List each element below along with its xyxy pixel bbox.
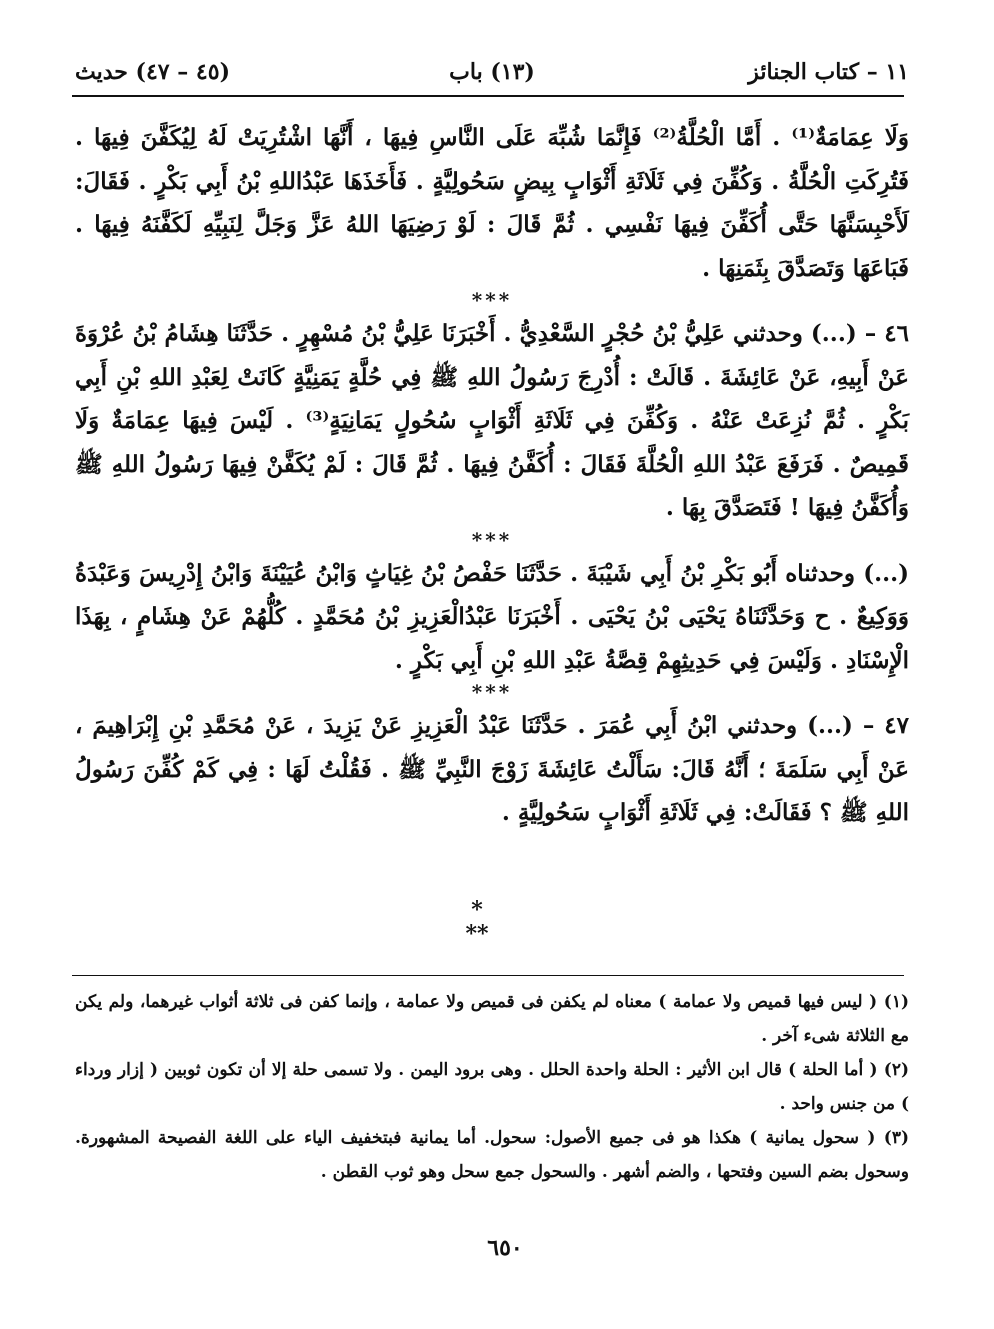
- paragraph-hadith-46: ٤٦ – (...) وحدثني عَلِيُّ بْنُ حُجْرٍ السَّعْدِيُّ . أَخْبَرَنَا عَلِيُّ بْنُ مُسْهِرٍ . حَدَّثَنَا هِشَامُ بْنُ عُرْوَةَ عَنْ أَبِيهِ، عَنْ عَائِشَةَ . قَالَتْ : أُدْرِجَ رَسُولُ اللهِ ﷺ فِي حُلَّةٍ يَمَنِيَّةٍ كَانَتْ لِعَبْدِ اللهِ بْنِ أَبِي بَكْرٍ . ثُمَّ نُزِعَتْ عَنْهُ . وَكُفِّنَ فِي ثَلَاثَةِ أَثْوَابٍ سُحُولٍ يَمَانِيَةٍ⁽³⁾ . لَيْسَ فِيهَا عِمَامَةٌ وَلَا قَمِيصٌ . فَرَفَعَ عَبْدُ اللهِ الْحُلَّةَ فَقَالَ : أُكَفَّنُ فِيهَا . ثُمَّ قَالَ : لَمْ يُكَفَّنْ فِيهَا رَسُولُ اللهِ ﷺ وَأُكَفَّنُ فِيهَا ! فَتَصَدَّقَ بِهَا .: [75, 320, 909, 521]
- footnote-divider: [72, 975, 904, 976]
- main-text-block: [75, 116, 909, 835]
- paragraph-continuation: وَلَا عِمَامَةٌ⁽¹⁾ . أَمَّا الْحُلَّةُ⁽²⁾ فَإِنَّمَا شُبِّهَ عَلَى النَّاسِ فِيهَا ، أَنَّهَا اشْتُرِيَتْ لَهُ لِيُكَفَّنَ فِيهَا . فَتُرِكَتِ الْحُلَّةُ . وَكُفِّنَ فِي ثَلَاثَةِ أَثْوَابٍ بِيضٍ سَحُولِيَّةٍ . فَأَخَذَهَا عَبْدُاللهِ بْنُ أَبِي بَكْرٍ . فَقَالَ: لَأَحْبِسَنَّهَا حَتَّى أُكَفِّنَ فِيهَا نَفْسِي . ثُمَّ قَالَ : لَوْ رَضِيَهَا اللهُ عَزَّ وَجَلَّ لِنَبِيِّهِ لَكَفَّنَهُ فِيهَا . فَبَاعَهَا وَتَصَدَّقَ بِثَمَنِهَا .: [75, 124, 910, 282]
- section-separator: ***: [471, 288, 513, 312]
- footnote-3: (٣) ( سحول يمانية ) هكذا هو فى جميع الأصول: سحول. أما يمانية فبتخفيف الياء على اللغة الفصيحة المشهورة. وسحول بضم السين وفتحها ، والضم أشهر . والسحول جمع سحل وهو ثوب القطن .: [75, 1128, 910, 1182]
- section-separator: ***: [471, 527, 513, 552]
- chapter-title: ١١ – كتاب الجنائز: [748, 59, 909, 85]
- paragraph-hadith-47: ٤٧ – (...) وحدثني ابْنُ أَبِي عُمَرَ . حَدَّثَنَا عَبْدُ الْعَزِيزِ عَنْ يَزِيدَ ، عَنْ مُحَمَّدِ بْنِ إِبْرَاهِيمَ ، عَنْ أَبِي سَلَمَةَ ؛ أَنَّهُ قَالَ: سَأَلْتُ عَائِشَةَ زَوْجَ النَّبِيِّ ﷺ . فَقُلْتُ لَهَا : فِي كَمْ كُفِّنَ رَسُولُ اللهِ ﷺ ؟ فَقَالَتْ: فِي ثَلَاثَةِ أَثْوَابٍ سَحُولِيَّةٍ .: [75, 712, 909, 826]
- bab-number: (١٣) باب: [449, 59, 535, 85]
- hadith-range: (٤٥ – ٤٧) حديث: [75, 59, 230, 85]
- header-divider: [72, 95, 904, 97]
- footnote-2: (٢) ( أما الحلة ) قال ابن الأثير : الحلة واحدة الحلل . وهى برود اليمن . ولا تسمى حلة إلا أن تكون ثوبين ( إزار ورداء ) من جنس واحد .: [75, 1060, 909, 1114]
- closing-asterisks: * **: [465, 897, 489, 947]
- running-header: [75, 50, 909, 94]
- page-number: ٦٥٠: [487, 1235, 523, 1261]
- paragraph-hadith-46-chain: (...) وحدثناه أَبُو بَكْرِ بْنُ أَبِي شَيْبَةَ . حَدَّثَنَا حَفْصُ بْنُ غِيَاثٍ وَابْنُ عُيَيْنَةَ وَابْنُ إِدْرِيسَ وَعَبْدَةُ وَوَكِيعٌ . ح وَحَدَّثَنَاهُ يَحْيَى بْنُ يَحْيَى . أَخْبَرَنَا عَبْدُالْعَزِيزِ بْنُ مُحَمَّدٍ . كُلُّهُمْ عَنْ هِشَامٍ ، بِهَذَا الْإِسْنَادِ . وَلَيْسَ فِي حَدِيثِهِمْ قِصَّةُ عَبْدِ اللهِ بْنِ أَبِي بَكْرٍ .: [75, 559, 909, 674]
- section-separator: ***: [471, 680, 513, 704]
- footnote-1: (١) ( ليس فيها قميص ولا عمامة ) معناه لم يكفن فى قميص ولا عمامة ، وإنما كفن فى ثلاثة أثواب غيرهما، ولم يكن مع الثلاثة شىء آخر .: [75, 992, 909, 1046]
- footnotes-block: [75, 985, 909, 1189]
